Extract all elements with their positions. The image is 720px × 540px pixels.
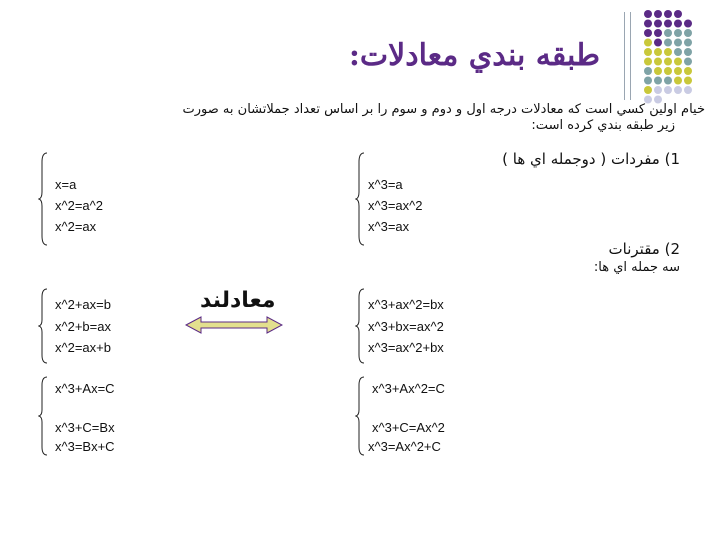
equation: x^2=a^2	[55, 198, 103, 213]
decorative-dot	[664, 10, 672, 18]
equation: x^3=ax^2	[368, 198, 423, 213]
decorative-dot	[674, 48, 682, 56]
decorative-dot	[664, 58, 672, 66]
equation: x^3+ax^2=bx	[368, 297, 444, 312]
decorative-dot	[654, 67, 662, 75]
decorative-dot-grid-icon	[640, 8, 720, 104]
equation: x^3+Ax^2=C	[372, 381, 445, 396]
equation: x^3+bx=ax^2	[368, 319, 444, 334]
decorative-dot	[684, 39, 692, 47]
decorative-dot	[644, 48, 652, 56]
equation: x^2=ax+b	[55, 340, 111, 355]
equation: x=a	[55, 177, 77, 192]
equation: x^3+Ax=C	[55, 381, 115, 396]
decorative-dot	[684, 58, 692, 66]
decorative-dot	[674, 86, 682, 94]
section-compound-subheading: سه جمله اي ها:	[593, 260, 680, 275]
equation: x^3+C=Ax^2	[372, 420, 445, 435]
decorative-dot	[664, 67, 672, 75]
left-brace-icon	[355, 376, 365, 456]
slide-title: طبقه بندي معادلات:	[348, 38, 600, 73]
decorative-dot	[684, 86, 692, 94]
decorative-dot	[644, 67, 652, 75]
intro-line-1: خيام اولين كسي است كه معادلات درجه اول و دوم و سوم را بر اساس تعداد جملاتشان به صورت	[182, 102, 705, 117]
decorative-dot	[684, 67, 692, 75]
left-brace-icon	[38, 376, 48, 456]
decorative-dot	[644, 20, 652, 28]
equation: x^3=Ax^2+C	[368, 439, 441, 454]
intro-line-2: زير طبقه بندي كرده است:	[531, 118, 675, 133]
equivalent-label: معادلند	[200, 288, 276, 313]
double-arrow-icon	[185, 316, 283, 334]
decorative-dot	[674, 20, 682, 28]
divider-line	[624, 12, 625, 100]
decorative-dot	[684, 48, 692, 56]
decorative-dot	[644, 10, 652, 18]
decorative-dot	[644, 39, 652, 47]
equation: x^3=ax	[368, 219, 410, 234]
decorative-dot	[644, 77, 652, 85]
equation: x^2+ax=b	[55, 297, 111, 312]
decorative-dot	[664, 39, 672, 47]
decorative-dot	[654, 29, 662, 37]
decorative-dot	[664, 20, 672, 28]
decorative-dot	[644, 29, 652, 37]
intro-text	[25, 102, 705, 134]
decorative-dot	[674, 29, 682, 37]
section-compound-heading: 2) مقترنات	[608, 240, 680, 258]
decorative-dot	[654, 58, 662, 66]
decorative-dot	[654, 77, 662, 85]
equation: x^2=ax	[55, 219, 97, 234]
decorative-dot	[644, 58, 652, 66]
left-brace-icon	[38, 152, 48, 246]
equation: x^3=ax^2+bx	[368, 340, 444, 355]
decorative-dot	[654, 10, 662, 18]
equation: x^3=Bx+C	[55, 439, 115, 454]
decorative-dot	[674, 10, 682, 18]
left-brace-icon	[355, 288, 365, 364]
divider-line	[630, 12, 631, 100]
equation: x^3+C=Bx	[55, 420, 115, 435]
decorative-dot	[674, 39, 682, 47]
decorative-dot	[654, 86, 662, 94]
decorative-dot	[664, 29, 672, 37]
decorative-dot	[644, 86, 652, 94]
equation: x^2+b=ax	[55, 319, 111, 334]
left-brace-icon	[38, 288, 48, 364]
decorative-dot	[674, 77, 682, 85]
decorative-dot	[684, 20, 692, 28]
decorative-dot	[664, 77, 672, 85]
decorative-dot	[654, 39, 662, 47]
decorative-dot	[654, 20, 662, 28]
decorative-dot	[674, 58, 682, 66]
decorative-dot	[664, 48, 672, 56]
decorative-dot	[654, 48, 662, 56]
decorative-dot	[684, 29, 692, 37]
left-brace-icon	[355, 152, 365, 246]
decorative-dot	[664, 86, 672, 94]
decorative-dot	[674, 67, 682, 75]
section-simple-heading: 1) مفردات ( دوجمله اي ها )	[502, 150, 680, 168]
equation: x^3=a	[368, 177, 403, 192]
decorative-dot	[684, 77, 692, 85]
